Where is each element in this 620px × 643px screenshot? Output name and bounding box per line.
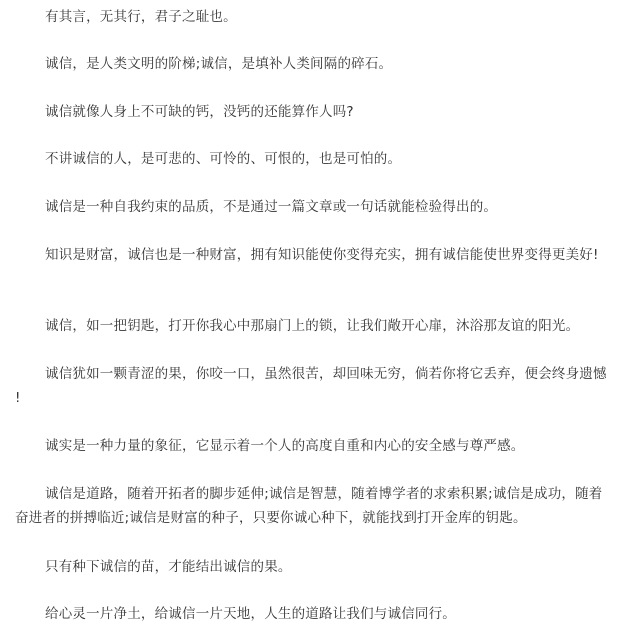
paragraph: 给心灵一片净土，给诚信一片天地，人生的道路让我们与诚信同行。 xyxy=(45,606,456,622)
paragraph: 知识是财富，诚信也是一种财富，拥有知识能使你变得充实，拥有诚信能使世界变得更美好! xyxy=(45,247,599,263)
paragraph: 有其言，无其行，君子之耻也。 xyxy=(45,9,237,25)
paragraph: 诚信，是人类文明的阶梯;诚信，是填补人类间隔的碎石。 xyxy=(45,56,393,72)
paragraph: 诚信犹如一颗青涩的果，你咬一口，虽然很苦，却回味无穷，倘若你将它丢弃，便会终身遗憾! xyxy=(15,366,607,406)
paragraph: 不讲诚信的人，是可悲的、可怜的、可恨的，也是可怕的。 xyxy=(45,151,402,167)
paragraph: 诚实是一种力量的象征，它显示着一个人的高度自重和内心的安全感与尊严感。 xyxy=(45,438,525,454)
paragraph: 只有种下诚信的苗，才能结出诚信的果。 xyxy=(45,559,292,575)
paragraph: 诚信是一种自我约束的品质，不是通过一篇文章或一句话就能检验得出的。 xyxy=(45,199,498,215)
paragraph: 诚信就像人身上不可缺的钙，没钙的还能算作人吗? xyxy=(45,104,354,120)
paragraph: 诚信是道路，随着开拓者的脚步延伸;诚信是智慧，随着博学者的求索积累;诚信是成功，随着奋进者的拼搏临近;诚信是财富的种子，只要你诚心种下，就能找到打开金库的钥匙。 xyxy=(15,486,603,526)
paragraph: 诚信，如一把钥匙，打开你我心中那扇门上的锁，让我们敞开心扉，沐浴那友谊的阳光。 xyxy=(45,318,580,334)
